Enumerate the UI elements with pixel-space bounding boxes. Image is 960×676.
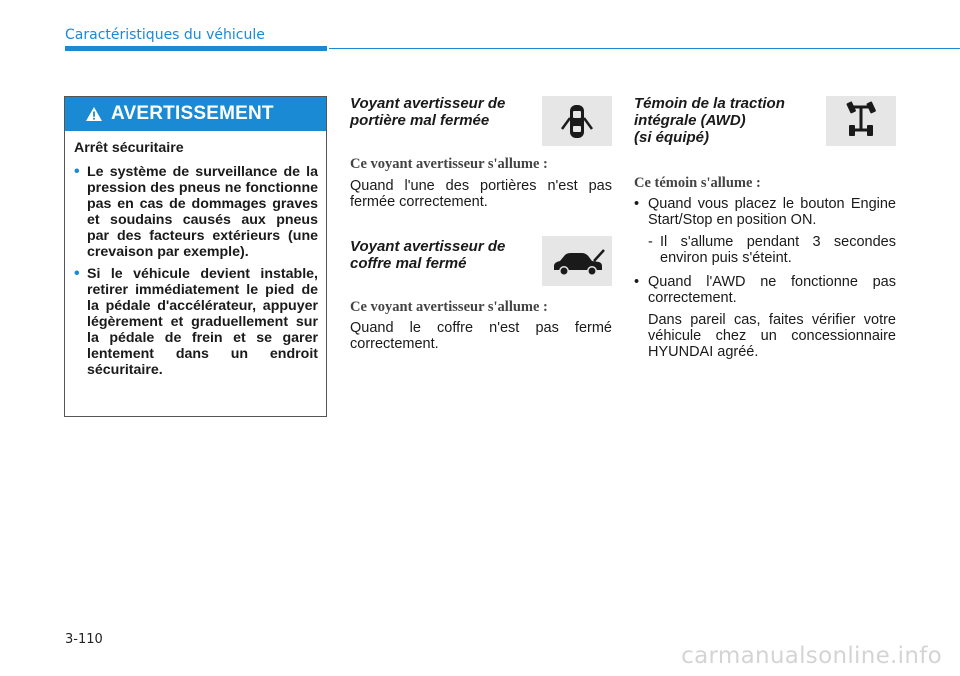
watermark: carmanualsonline.info bbox=[681, 643, 942, 669]
awd-heading bbox=[634, 95, 824, 146]
bullet-icon: • bbox=[74, 163, 80, 180]
awd-dash-1-text: Il s'allume pendant 3 secondes environ puis s'éteint. bbox=[660, 234, 896, 266]
list-item bbox=[634, 234, 896, 266]
warning-item-text: Le système de surveillance de la pression des pneus ne fonctionne pas en cas de dommages graves et soudains causés aux pneus par des facteurs extérieurs (une crevaison par exemple). bbox=[87, 164, 318, 260]
trunk-icon-box bbox=[542, 236, 612, 286]
list-item bbox=[634, 274, 896, 306]
awd-bullet-2-followup: Dans pareil cas, faites vérifier votre véhicule chez un concessionnaire HYUNDAI agréé. bbox=[648, 312, 896, 360]
bullet-icon: • bbox=[634, 274, 640, 290]
awd-icon-box bbox=[826, 96, 896, 146]
trunk-heading-line2: coffre mal fermé bbox=[350, 255, 467, 272]
awd-icon bbox=[826, 96, 896, 146]
header-rule-thin bbox=[329, 48, 960, 49]
awd-heading-line2: intégrale (AWD) bbox=[634, 112, 746, 129]
trunk-subheading: Ce voyant avertisseur s'allume : bbox=[350, 299, 548, 315]
warning-item bbox=[74, 266, 318, 378]
door-heading-line1: Voyant avertisseur de bbox=[350, 95, 506, 112]
door-heading-line2: portière mal fermée bbox=[350, 112, 490, 129]
awd-bullet-2-text: Quand l'AWD ne fonctionne pas correctement. bbox=[648, 274, 896, 306]
list-item bbox=[634, 196, 896, 228]
warning-item bbox=[74, 164, 318, 260]
door-icon-box bbox=[542, 96, 612, 146]
warning-title: AVERTISSEMENT bbox=[111, 103, 274, 124]
awd-bullet-1-text: Quand vous placez le bouton Engine Start/Stop en position ON. bbox=[648, 196, 896, 228]
awd-heading-line1: Témoin de la traction bbox=[634, 95, 785, 112]
warning-body bbox=[65, 131, 326, 378]
warning-box bbox=[64, 96, 327, 417]
door-subheading: Ce voyant avertisseur s'allume : bbox=[350, 156, 548, 172]
page-number: 3-110 bbox=[65, 632, 103, 647]
awd-list bbox=[634, 196, 896, 360]
awd-subheading: Ce témoin s'allume : bbox=[634, 175, 761, 191]
dash-icon: - bbox=[648, 234, 653, 250]
door-heading bbox=[350, 95, 540, 129]
warning-triangle-icon bbox=[85, 106, 103, 122]
bullet-icon: • bbox=[74, 265, 80, 282]
warning-header bbox=[65, 97, 326, 131]
header-rule-thick bbox=[65, 46, 327, 51]
trunk-open-icon bbox=[542, 236, 612, 286]
section-title: Caractéristiques du véhicule bbox=[65, 27, 265, 43]
trunk-heading-line1: Voyant avertisseur de bbox=[350, 238, 506, 255]
warning-item-text: Si le véhicule devient instable, retirer immédiatement le pied de la pédale d'accélérateur, appuyer légèrement et graduellement sur la pédale de frein et se garer lentement dans un endroit sécuritaire. bbox=[87, 266, 318, 378]
door-body: Quand l'une des portières n'est pas fermée correctement. bbox=[350, 178, 612, 210]
warning-subtitle: Arrêt sécuritaire bbox=[74, 140, 184, 156]
trunk-body: Quand le coffre n'est pas fermé correctement. bbox=[350, 320, 612, 352]
bullet-icon: • bbox=[634, 196, 640, 212]
trunk-heading bbox=[350, 238, 540, 272]
door-ajar-icon bbox=[542, 96, 612, 146]
awd-heading-line3: (si équipé) bbox=[634, 129, 710, 146]
